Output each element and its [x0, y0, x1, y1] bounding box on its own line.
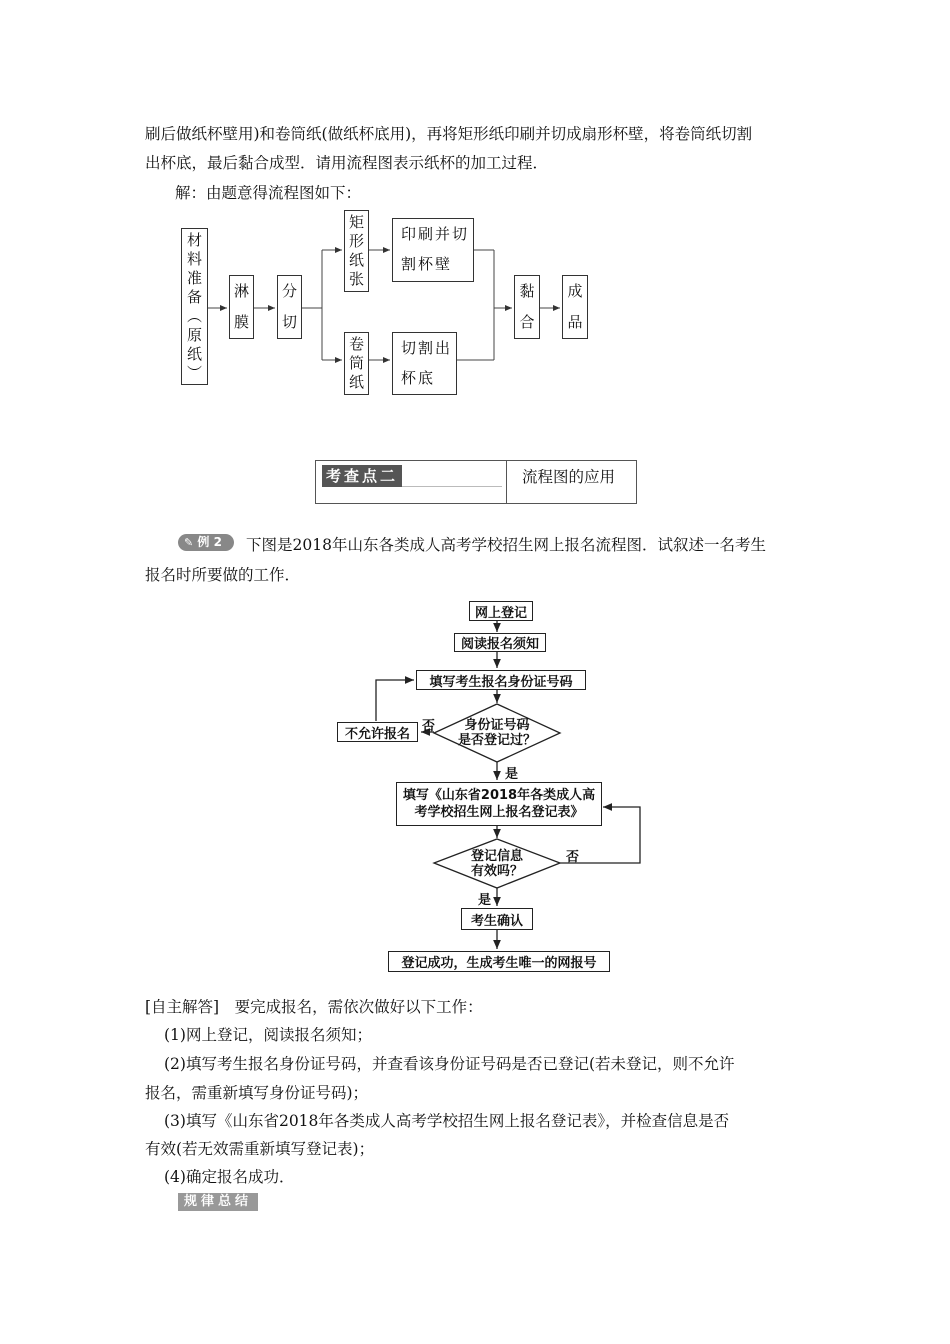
- example-label: 例 2: [197, 535, 222, 549]
- reg-step-fill-id: 填写考生报名身份证号码: [416, 670, 586, 690]
- reg-step-fill-form: 填写《山东省2018年各类成人高 考学校招生网上报名登记表》: [396, 782, 602, 826]
- roll-paper-box: 卷 筒 纸: [344, 332, 369, 395]
- summary-tag: 规律总结: [178, 1193, 258, 1211]
- example-line-1: 下图是2018年山东各类成人高考学校招生网上报名流程图．试叙述一名考生: [246, 536, 766, 554]
- cut-box: 分 切: [277, 275, 302, 339]
- section-tag: 考查点二: [322, 465, 402, 487]
- answer-item-4: (4)确定报名成功．: [164, 1168, 295, 1186]
- reg-reject: 不允许报名: [337, 722, 418, 742]
- reg-step-success: 登记成功，生成考生唯一的网报号: [388, 951, 610, 972]
- intro-line-2: 出杯底，最后黏合成型．请用流程图表示纸杯的加工过程．: [145, 154, 549, 172]
- yes-label-2: 是: [478, 893, 492, 908]
- section-title: 流程图的应用: [522, 468, 616, 486]
- answer-item-2a: (2)填写考生报名身份证号码，并查看该身份证号码是否已登记(若未登记，则不允许: [164, 1055, 735, 1073]
- yes-label-1: 是: [505, 767, 519, 782]
- answer-item-2b: 报名，需重新填写身份证号码)；: [145, 1084, 369, 1102]
- no-label-1: 否: [422, 719, 436, 734]
- glue-box: 黏 合: [514, 275, 540, 339]
- reg-decision-id: 身份证号码 是否登记过？: [457, 718, 536, 748]
- print-cut-box: 印刷并切 割杯壁: [392, 218, 474, 282]
- solution-line: 解：由题意得流程图如下：: [175, 184, 362, 202]
- reg-step-online: 网上登记: [469, 601, 533, 621]
- rect-paper-box: 矩 形 纸 张: [344, 210, 369, 292]
- film-box: 淋 膜: [229, 275, 254, 339]
- reg-step-confirm: 考生确认: [461, 908, 533, 930]
- material-box: 材 料 准 备 ︵ 原 纸 ︶: [181, 228, 208, 385]
- answer-item-1: (1)网上登记，阅读报名须知；: [164, 1026, 372, 1044]
- cut-bottom-box: 切割出 杯底: [392, 332, 457, 395]
- intro-line-1: 刷后做纸杯壁用)和卷筒纸(做纸杯底用)，再将矩形纸印刷并切成扇形杯壁，将卷筒纸切割: [145, 125, 753, 143]
- answer-item-3b: 有效(若无效需重新填写登记表)；: [145, 1140, 375, 1158]
- product-box: 成 品: [562, 275, 588, 339]
- pencil-icon: ✎: [184, 536, 194, 549]
- reg-step-read-notice: 阅读报名须知: [454, 633, 546, 652]
- example-line-2: 报名时所要做的工作．: [145, 566, 301, 584]
- no-label-2: 否: [566, 850, 580, 865]
- answer-intro: [自主解答] 要完成报名，需依次做好以下工作：: [145, 998, 483, 1016]
- reg-decision-valid: 登记信息 有效吗？: [470, 849, 523, 879]
- answer-item-3a: (3)填写《山东省2018年各类成人高考学校招生网上报名登记表》，并检查信息是否: [164, 1112, 730, 1130]
